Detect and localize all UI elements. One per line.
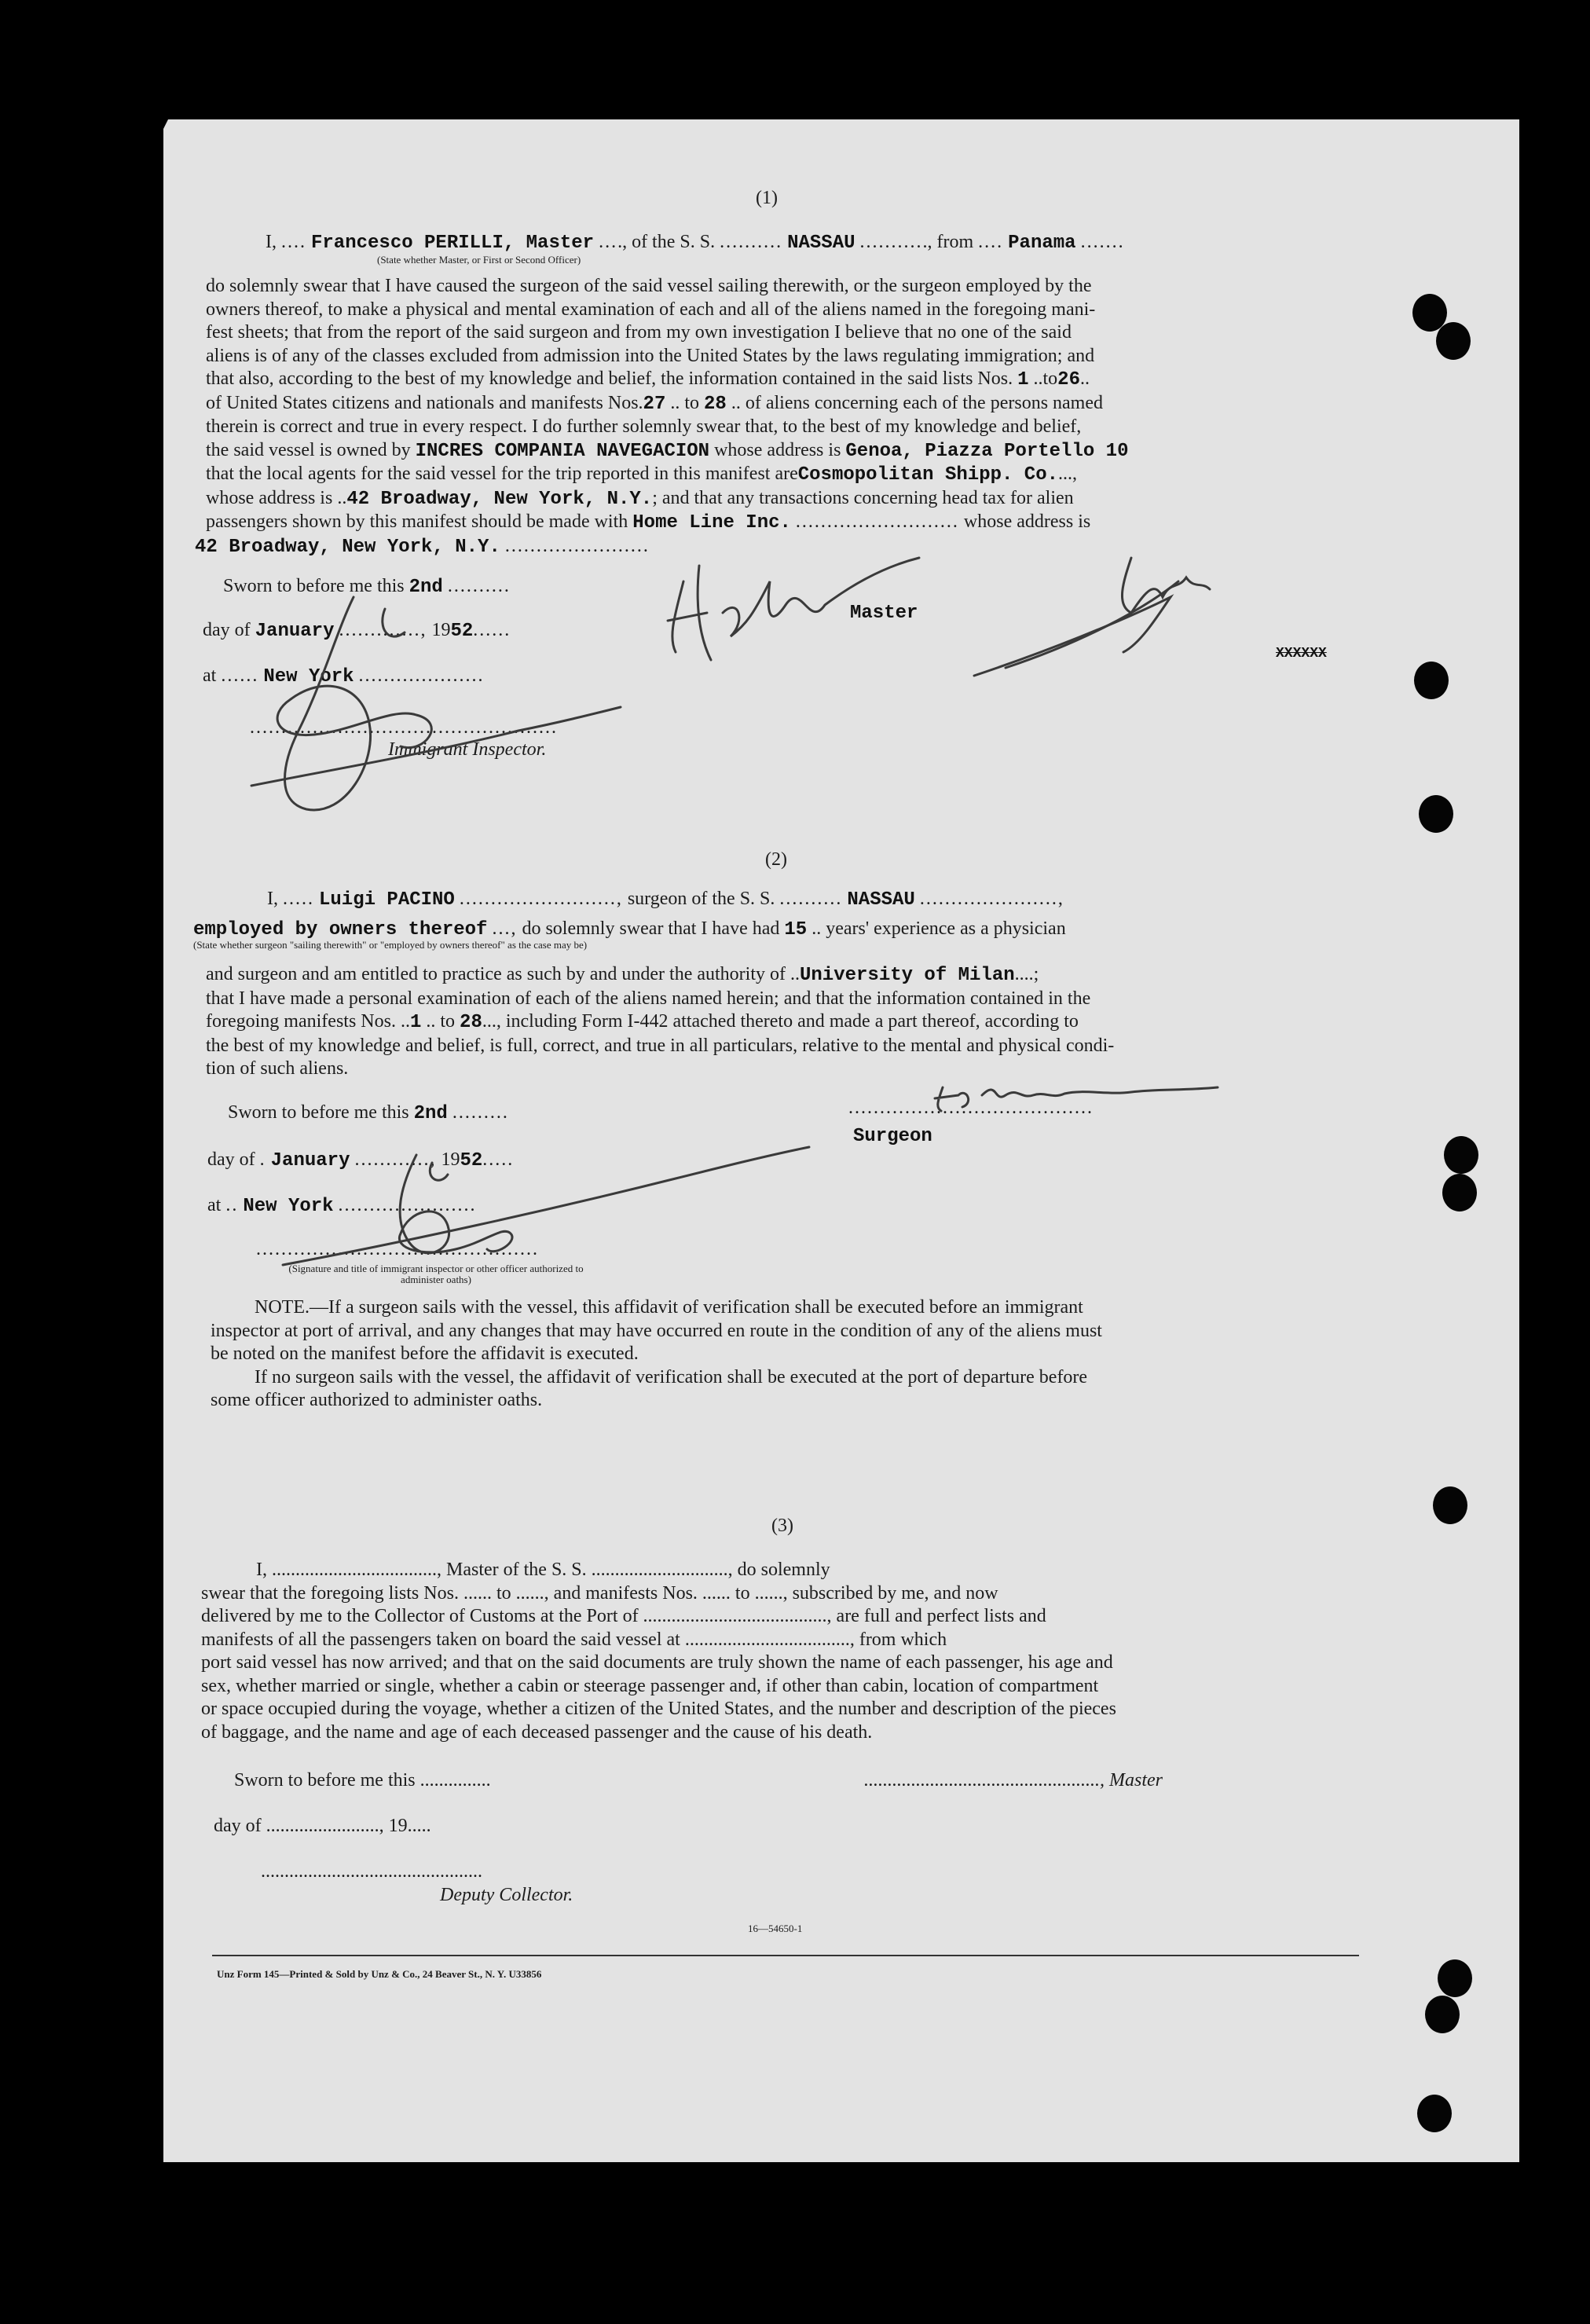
body-line: therein is correct and true in every respect. I do further solemnly swear that, to the best of my knowledge and belief, xyxy=(206,416,1082,437)
note-line: some officer authorized to administer oaths. xyxy=(211,1390,543,1410)
inspector-signature xyxy=(220,566,628,825)
pronoun: I, xyxy=(267,889,278,909)
oath-line: or space occupied during the voyage, whether a citizen of the United States, and the number and description of the pieces xyxy=(201,1699,1116,1719)
agents-label: that the local agents for the said vessel for the trip reported in this manifest are xyxy=(206,464,798,484)
place-field: New York xyxy=(263,666,354,687)
year-field: 52 xyxy=(450,621,474,642)
surgeon-title: Surgeon xyxy=(853,1126,932,1147)
punch-hole xyxy=(1417,2095,1452,2132)
printer-imprint: Unz Form 145—Printed & Sold by Unz & Co., 24 Beaver St., N. Y. U33856 xyxy=(217,1968,542,1980)
punch-hole xyxy=(1444,1136,1478,1174)
month-field: January xyxy=(270,1150,350,1171)
surgeon-name-field: Luigi PACINO xyxy=(319,889,455,911)
head-tax-address-field: 42 Broadway, New York, N.Y. xyxy=(195,536,500,558)
body-line: that also, according to the best of my knowledge and belief, the information contained in the said lists Nos. xyxy=(206,368,1013,389)
note-block xyxy=(211,1296,1354,1413)
to-label: to xyxy=(440,1011,456,1032)
years-text: years' experience as a physician xyxy=(826,918,1066,939)
deputy-collector-label: Deputy Collector. xyxy=(440,1885,573,1905)
of-ss-label: ., of the S. S. xyxy=(617,232,716,252)
owned-label: the said vessel is owned by xyxy=(206,439,411,460)
vessel-name-field: NASSAU xyxy=(787,233,855,254)
sworn-day-field: 2nd xyxy=(413,1103,448,1124)
body-line: the best of my knowledge and belief, is full, correct, and true in all particulars, relative to the mental and physical condi- xyxy=(206,1035,1115,1056)
month-field: January xyxy=(255,621,335,642)
year-prefix: 19 xyxy=(431,620,451,640)
struck-title: XXXXXX xyxy=(1276,646,1327,662)
at-line: at .. New York ...................... xyxy=(207,1195,477,1217)
employment-field: employed by owners thereof xyxy=(193,919,488,940)
sworn-label: Sworn to before me this xyxy=(228,1102,409,1123)
body-line: aliens is of any of the classes excluded from admission into the United States by the laws regulating immigration; and xyxy=(206,345,1095,366)
surgeon-signature xyxy=(927,1072,1225,1119)
body-line: that I have made a personal examination of each of the aliens named herein; and that the information contained in the xyxy=(206,988,1091,1009)
year-field: 52 xyxy=(460,1150,483,1171)
day-of-line: day of January ............., 1952...... xyxy=(203,620,511,642)
departure-port-field: Panama xyxy=(1008,233,1076,254)
surgeon-hint: (State whether surgeon "sailing therewith" or "employed by owners thereof" as the case may be) xyxy=(193,939,588,951)
form-code: 16—54650-1 xyxy=(748,1923,803,1934)
from-label: ., from xyxy=(922,232,974,252)
head-tax-text: ; and that any transactions concerning head tax for alien xyxy=(652,487,1074,508)
officer-hint: (State whether Master, or First or Second Officer) xyxy=(377,254,581,266)
owner-address-label: whose address is xyxy=(714,439,841,460)
day-of-label: day of xyxy=(207,1149,255,1170)
day-of-line: day of . January ............, 1952..... xyxy=(207,1149,515,1171)
collector-oath xyxy=(201,1559,1361,1744)
oath-line: I, ..................................., Master of the S. S. ............................., do solemnly xyxy=(256,1560,830,1580)
oath-line: of baggage, and the name and age of each deceased passenger and the cause of his death. xyxy=(201,1721,873,1743)
officer-signature xyxy=(251,1131,817,1288)
manifests-to-field: 28 xyxy=(704,393,727,415)
authority-field: University of Milan xyxy=(800,965,1015,986)
day-of-label: day of xyxy=(203,620,251,640)
to-label: to xyxy=(684,392,700,413)
manifests-from-field: 27 xyxy=(643,393,666,415)
note-line: inspector at port of arrival, and any changes that may have occurred en route in the condition of any of the aliens must xyxy=(211,1320,1102,1341)
years-field: 15 xyxy=(784,919,808,940)
day-of-line: day of ........................, 19..... xyxy=(214,1816,431,1836)
inspector-signature-line: ................................................. xyxy=(250,717,558,738)
sworn-label: Sworn to before me this xyxy=(223,576,405,596)
section-number: (1) xyxy=(756,188,778,208)
lists-to-field: 26 xyxy=(1057,369,1080,390)
note-line: NOTE.—If a surgeon sails with the vessel, this affidavit of verification shall be executed before an immigrant xyxy=(255,1297,1083,1318)
place-field: New York xyxy=(243,1196,334,1217)
punch-hole xyxy=(1442,1174,1477,1211)
pronoun: I, xyxy=(266,232,277,252)
manifests-text-b: of aliens concerning each of the persons named xyxy=(745,392,1103,413)
year-prefix: 19 xyxy=(441,1149,460,1170)
master-title: Master xyxy=(850,603,918,624)
vessel-name-field: NASSAU xyxy=(847,889,915,911)
oath-body: do solemnly swear that I have caused the surgeon of the said vessel sailing therewith, or the surgeon employed by the owners thereof, to make a physical and mental examination of each and all of the aliens named in the foregoing mani- fest sheets; that from the report of the said surgeon and from my own investigation I believe that no one of the said aliens is of any of the classes excluded from admission into the United States by the laws regulating immigration; and that also, according to the best of my knowledge and belief, the information contained in the said lists Nos. 1 ..to26.. of United States citizens and nationals and manifests Nos.27 .. to 28 .. of aliens concerning each of the persons named therein is correct and true in every respect. I do further solemnly swear that, to the best of my knowledge and belief, the said vessel is owned by INCRES COMPANIA NAVEGACION whose address is Genoa, Piazza Portello 10 that the local agents for the said vessel for the trip reported in this manifest areCosmopolitan Shipp. Co...., whose address is ..42 Broadway, New York, N.Y.; and that any transactions concerning head tax for alien passengers shown by this manifest should be made with Home Line Inc. .......................... whose address is 42 Broadway, New York, N.Y. ....................... xyxy=(206,275,1345,559)
surgeon-body: and surgeon and am entitled to practice as such by and under the authority of ..University of Milan....; that I have made a personal examination of each of the aliens named herein; and that the information contained in the foregoing manifests Nos. ..1 .. to 28..., including Form I-442 attached thereto and made a part thereof, according to the best of my knowledge and belief, is full, correct, and true in all particulars, relative to the mental and physical condi- tion of such aliens. xyxy=(206,963,1350,1081)
sworn-line: Sworn to before me this 2nd .......... xyxy=(223,576,511,598)
punch-hole xyxy=(1425,1996,1460,2033)
body-line: do solemnly swear that I have caused the surgeon of the said vessel sailing therewith, or the surgeon employed by the xyxy=(206,276,1092,296)
at-line: at ...... New York .................... xyxy=(203,665,485,687)
officer-signature-line: ............................................. xyxy=(256,1239,539,1259)
body-line: tion of such aliens. xyxy=(206,1058,349,1079)
officer-caption: (Signature and title of immigrant inspector or other officer authorized to administer oaths) xyxy=(288,1263,584,1285)
sworn-day-field: 2nd xyxy=(408,577,443,598)
at-label: at xyxy=(207,1195,222,1215)
head-tax-party-field: Home Line Inc. xyxy=(632,512,791,533)
note-line: be noted on the manifest before the affidavit is executed. xyxy=(211,1343,639,1364)
nos-from-field: 1 xyxy=(409,1012,422,1033)
to-label: to xyxy=(1042,368,1058,389)
oath-line: delivered by me to the Collector of Customs at the Port of ......................................., are full and perfect lists and xyxy=(201,1606,1046,1626)
nos-to-field: 28 xyxy=(460,1012,482,1033)
owner-field: INCRES COMPANIA NAVEGACION xyxy=(415,440,710,462)
master-signature xyxy=(966,534,1233,691)
oath-line: port said vessel has now arrived; and that on the said documents are truly shown the name of each passenger, his age and xyxy=(201,1652,1113,1673)
agents-field: Cosmopolitan Shipp. Co. xyxy=(797,464,1059,486)
whose-address-label: whose address is xyxy=(963,511,1091,532)
collector-signature-line: ............................................... xyxy=(261,1861,482,1882)
manifests-text: of United States citizens and nationals and manifests Nos. xyxy=(206,392,643,413)
at-label: at xyxy=(203,665,217,686)
agents-address-field: 42 Broadway, New York, N.Y. xyxy=(346,488,653,510)
lists-from-field: 1 xyxy=(1017,369,1029,390)
oath-line-1: I, .... Francesco PERILLI, Master ...., of the S. S. .......... NASSAU ..........., from .... Panama ....... xyxy=(266,232,1125,254)
surgeon-signature-line: ....................................... xyxy=(848,1098,1094,1118)
punch-hole xyxy=(1433,1486,1467,1524)
initials-signature xyxy=(652,534,935,676)
punch-hole xyxy=(1438,1959,1472,1997)
authority-text: and surgeon and am entitled to practice as such by and under the authority of xyxy=(206,964,786,984)
agents-address-label: whose address is xyxy=(206,487,333,508)
passengers-label: passengers shown by this manifest should be made with xyxy=(206,511,628,532)
swear-text: do solemnly swear that I have had xyxy=(522,918,780,939)
employment-line: employed by owners thereof ..., do solemnly swear that I have had 15 .. years' experience as a physician xyxy=(193,918,1066,940)
surgeon-of-label: surgeon of the S. S. xyxy=(627,889,775,909)
oath-line: swear that the foregoing lists Nos. ...... to ......, and manifests Nos. ...... to ......, subscribed by me, and now xyxy=(201,1582,998,1604)
footer-rule xyxy=(212,1955,1359,1956)
body-line: owners thereof, to make a physical and mental examination of each and all of the aliens named in the foregoing mani- xyxy=(206,299,1096,320)
inspector-label: Immigrant Inspector. xyxy=(388,739,547,760)
oath-line: sex, whether married or single, whether a cabin or steerage passenger and, if other than cabin, location of compartment xyxy=(201,1675,1099,1696)
section-number: (2) xyxy=(765,849,787,870)
section-number: (3) xyxy=(771,1516,793,1536)
punch-hole xyxy=(1436,322,1471,360)
surgeon-line: I, ..... Luigi PACINO ........................., surgeon of the S. S. .......... NASSAU ......................, xyxy=(267,889,1064,911)
punch-hole xyxy=(1419,795,1453,833)
manifests-text: foregoing manifests Nos. xyxy=(206,1011,396,1032)
note-line: If no surgeon sails with the vessel, the affidavit of verification shall be executed at the port of departure before xyxy=(255,1366,1088,1387)
sworn-line: Sworn to before me this ............... xyxy=(234,1770,491,1791)
punch-hole xyxy=(1414,662,1449,699)
form-text: including Form I-442 attached thereto and made a part thereof, according to xyxy=(505,1011,1079,1032)
master-signature-line: .................................................., Master xyxy=(864,1770,1163,1791)
master-name-field: Francesco PERILLI, Master xyxy=(311,233,595,254)
oath-line: manifests of all the passengers taken on board the said vessel at ..................................., from which xyxy=(201,1629,947,1650)
sworn-line: Sworn to before me this 2nd ......... xyxy=(228,1102,509,1124)
owner-address-field: Genoa, Piazza Portello 10 xyxy=(845,440,1129,462)
body-line: fest sheets; that from the report of the said surgeon and from my own investigation I believe that no one of the said xyxy=(206,322,1072,343)
